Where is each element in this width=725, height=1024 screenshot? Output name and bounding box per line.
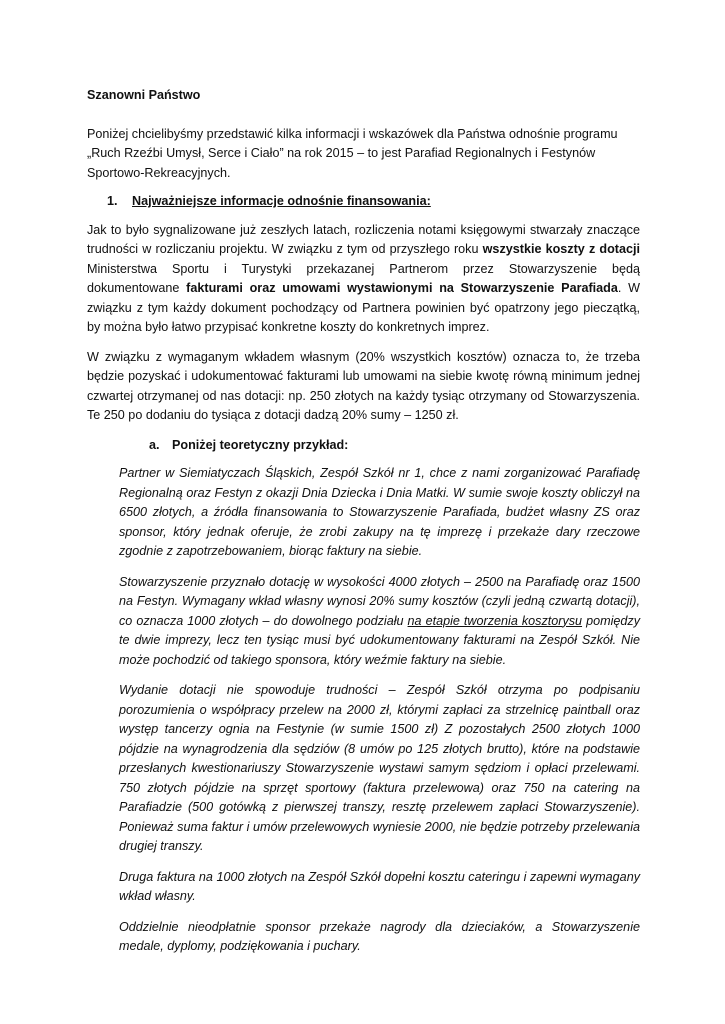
financing-text-3: . W związku z tym każdy dokument pochodzący od Partnera powinien być opatrzony jego pieczątką, by można było łatwo przypisać konkretne koszty do konkretnych imprez. xyxy=(87,281,641,334)
example-paragraph-4: Druga faktura na 1000 złotych na Zespół Szkół dopełni kosztu cateringu i zapewni wymagany wkład własny. xyxy=(119,869,640,903)
example2-text-1: Stowarzyszenie przyznało dotację w wysokości 4000 złotych – 2500 na Parafiadę oraz 1500 na Festyn. Wymagany wkład własny wynosi 20% sumy kosztów (czyli jedną czwartą dotacji), co oznacza 1000 złotych – do dowolnego podziału xyxy=(119,574,640,628)
subsection-heading xyxy=(149,436,640,456)
example2-text-2: pomiędzy te dwie imprezy, lecz ten tysiąc musi być udokumentowany fakturami na Zespół Szkół. Nie może pochodzić od takiego sponsora, który weźmie faktury na siebie. xyxy=(119,613,640,667)
example-paragraph-3: Wydanie dotacji nie spowoduje trudności – Zespół Szkół otrzyma po podpisaniu porozumienia o współpracy przelew na 2000 zł, którymi zapłaci za strzelnicę paintball oraz występ tancerzy ognia na Festynie (w sumie 1500 zł) Z pozostałych 2500 złotych 1000 pójdzie na wynagrodzenia dla sędziów (8 umów po 125 złotych brutto), które na podstawie przesłanych kwestionariuszy Stowarzyszenie wystawi samym sędziom i opłaci przelewami. 750 złotych pójdzie na sprzęt sportowy (faktura przelewowa) oraz 750 na catering na Parafiadzie (500 gotówką z pierwszej transzy, resztę przelewem zapłaci Stowarzyszenie). Ponieważ suma faktur i umów przelewowych wyniesie 2000, nie będzie potrzeby przelewania drugiej transzy. xyxy=(119,683,640,853)
example-paragraph-1: Partner w Siemiatyczach Śląskich, Zespół Szkół nr 1, chce z nami zorganizować Parafiadę Regionalną oraz Festyn z okazji Dnia Dziecka i Dnia Matki. W sumie swoje koszty obliczył na 6500 złotych, a źródła finansowania to Stowarzyszenie Parafiada, budżet własny ZS oraz sponsor, który jednak oferuje, że zrobi zakupy na tę imprezę i przekaże dary rzeczowe zgodnie z zapotrzebowaniem, biorąc faktury na siebie. xyxy=(119,466,640,558)
intro-paragraph: Poniżej chcielibyśmy przedstawić kilka informacji i wskazówek dla Państwa odnośnie programu „Ruch Rzeźbi Umysł, Serce i Ciało” na rok 2015 – to jest Parafiad Regionalnych i Festynów Sportowo-Rekreacyjnych. xyxy=(87,126,618,180)
example-paragraph-5: Oddzielnie nieodpłatnie sponsor przekaże nagrody dla dzieciaków, a Stowarzyszenie medale, dyplomy, podziękowania i puchary. xyxy=(119,919,640,953)
document-body xyxy=(87,86,640,968)
financing-text-1: Jak to było sygnalizowane już zeszłych latach, rozliczenia notami księgowymi stwarzały znaczące trudności w rozliczaniu projektu. W związku z tym od przyszłego roku xyxy=(87,222,640,256)
example-paragraph-2 xyxy=(119,573,640,671)
subsection-title: Poniżej teoretyczny przykład: xyxy=(172,437,349,452)
section-heading xyxy=(107,192,640,212)
salutation: Szanowni Państwo xyxy=(87,88,201,102)
financing-bold-2: fakturami oraz umowami wystawionymi na Stowarzyszenie Parafiada xyxy=(186,281,618,295)
subsection-number: a. xyxy=(149,437,160,452)
section-title: Najważniejsze informacje odnośnie finansowania: xyxy=(132,194,431,208)
financing-text-2: Ministerstwa Sportu i Turystyki przekazanej Partnerom przez Stowarzyszenie będą dokumentowane xyxy=(87,261,640,295)
financing-bold-1: wszystkie koszty z dotacji xyxy=(482,242,640,256)
own-contribution-paragraph: W związku z wymaganym wkładem własnym (20% wszystkich kosztów) oznacza to, że trzeba będzie pozyskać i udokumentować fakturami lub umowami na siebie kwotę równą minimum jednej czwartej otrzymanej od nas dotacji: np. 250 złotych na każdy tysiąc otrzymany od Stowarzyszenia. Te 250 po dodaniu do tysiąca z dotacji dadzą 20% sumy – 1250 zł. xyxy=(87,349,640,422)
section-number: 1. xyxy=(107,194,118,208)
financing-paragraph xyxy=(87,221,640,338)
example2-underlined: na etapie tworzenia kosztorysu xyxy=(407,613,583,628)
